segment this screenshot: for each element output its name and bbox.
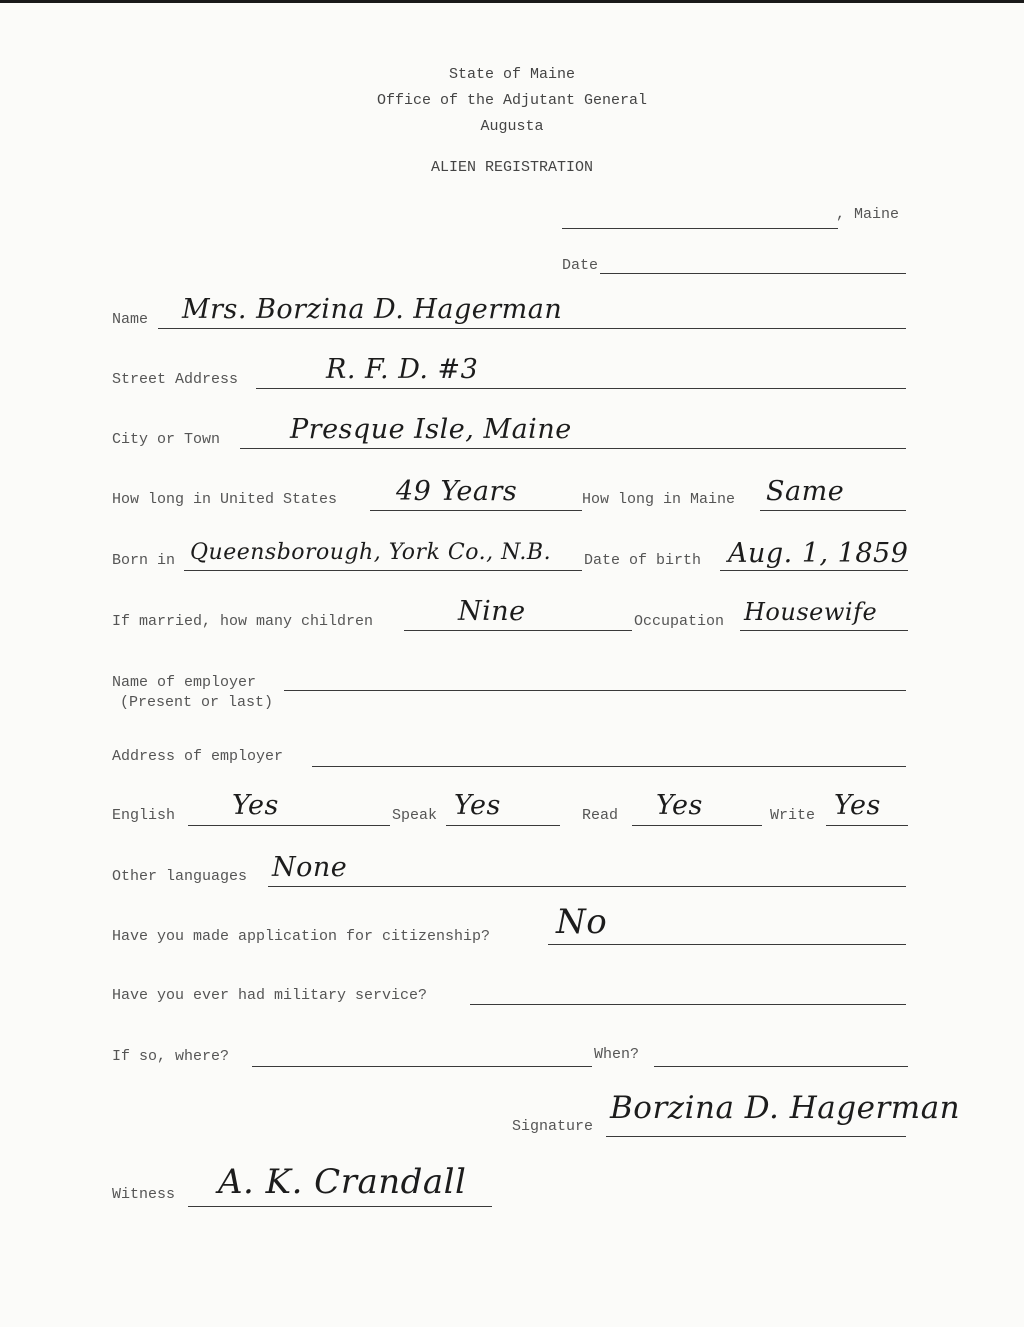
read-label: Read [582, 807, 619, 824]
children-label: If married, how many children [112, 613, 374, 630]
english-value: Yes [232, 790, 279, 821]
children-value: Nine [458, 596, 526, 627]
street-address-line[interactable] [256, 388, 906, 389]
city-title: Augusta [480, 118, 544, 135]
name-value: Mrs. Borzina D. Hagerman [182, 294, 563, 325]
date-of-birth-label: Date of birth [584, 552, 702, 569]
other-languages-value: None [272, 852, 348, 883]
how-long-us-label: How long in United States [112, 491, 338, 508]
write-value: Yes [834, 790, 881, 821]
city-line[interactable] [240, 448, 906, 449]
write-line[interactable] [826, 825, 908, 826]
employer-address-label: Address of employer [112, 748, 284, 765]
occupation-label: Occupation [634, 613, 725, 630]
date-label: Date [562, 257, 599, 274]
city-label: City or Town [112, 431, 221, 448]
citizenship-value: No [556, 902, 608, 942]
witness-line[interactable] [188, 1206, 492, 1207]
how-long-maine-value: Same [766, 476, 845, 507]
where-line[interactable] [252, 1066, 592, 1067]
employer-name-label: Name of employer [112, 674, 257, 691]
date-of-birth-line[interactable] [720, 570, 908, 571]
how-long-us-value: 49 Years [396, 476, 518, 507]
children-line[interactable] [404, 630, 632, 631]
signature-value: Borzina D. Hagerman [610, 1090, 961, 1126]
other-languages-label: Other languages [112, 868, 248, 885]
born-in-label: Born in [112, 552, 176, 569]
street-address-value: R. F. D. #3 [326, 354, 479, 385]
name-line[interactable] [158, 328, 906, 329]
born-in-line[interactable] [184, 570, 582, 571]
scan-edge [0, 0, 1024, 3]
how-long-maine-label: How long in Maine [582, 491, 736, 508]
office-title: Office of the Adjutant General [376, 92, 648, 109]
other-languages-line[interactable] [268, 886, 906, 887]
military-line[interactable] [470, 1004, 906, 1005]
write-label: Write [770, 807, 816, 824]
occupation-value: Housewife [744, 598, 878, 626]
state-title: State of Maine [448, 66, 576, 83]
english-label: English [112, 807, 176, 824]
place-line[interactable] [562, 228, 838, 229]
maine-label: , Maine [836, 206, 900, 223]
speak-value: Yes [454, 790, 501, 821]
signature-line[interactable] [606, 1136, 906, 1137]
street-address-label: Street Address [112, 371, 239, 388]
when-label: When? [594, 1046, 640, 1063]
read-value: Yes [656, 790, 703, 821]
read-line[interactable] [632, 825, 762, 826]
citizenship-label: Have you made application for citizenship? [112, 928, 491, 945]
employer-name-line[interactable] [284, 690, 906, 691]
employer-note-label: (Present or last) [120, 694, 274, 711]
name-label: Name [112, 311, 149, 328]
born-in-value: Queensborough, York Co., N.B. [190, 540, 552, 565]
military-label: Have you ever had military service? [112, 987, 428, 1004]
employer-address-line[interactable] [312, 766, 906, 767]
date-line[interactable] [600, 273, 906, 274]
how-long-maine-line[interactable] [760, 510, 906, 511]
where-label: If so, where? [112, 1048, 230, 1065]
form-title: ALIEN REGISTRATION [430, 159, 594, 176]
city-value: Presque Isle, Maine [290, 414, 572, 445]
english-line[interactable] [188, 825, 390, 826]
citizenship-line[interactable] [548, 944, 906, 945]
witness-value: A. K. Crandall [218, 1162, 467, 1202]
date-of-birth-value: Aug. 1, 1859 [728, 538, 909, 569]
how-long-us-line[interactable] [370, 510, 582, 511]
speak-label: Speak [392, 807, 438, 824]
signature-label: Signature [512, 1118, 594, 1135]
when-line[interactable] [654, 1066, 908, 1067]
witness-label: Witness [112, 1186, 176, 1203]
occupation-line[interactable] [740, 630, 908, 631]
speak-line[interactable] [446, 825, 560, 826]
